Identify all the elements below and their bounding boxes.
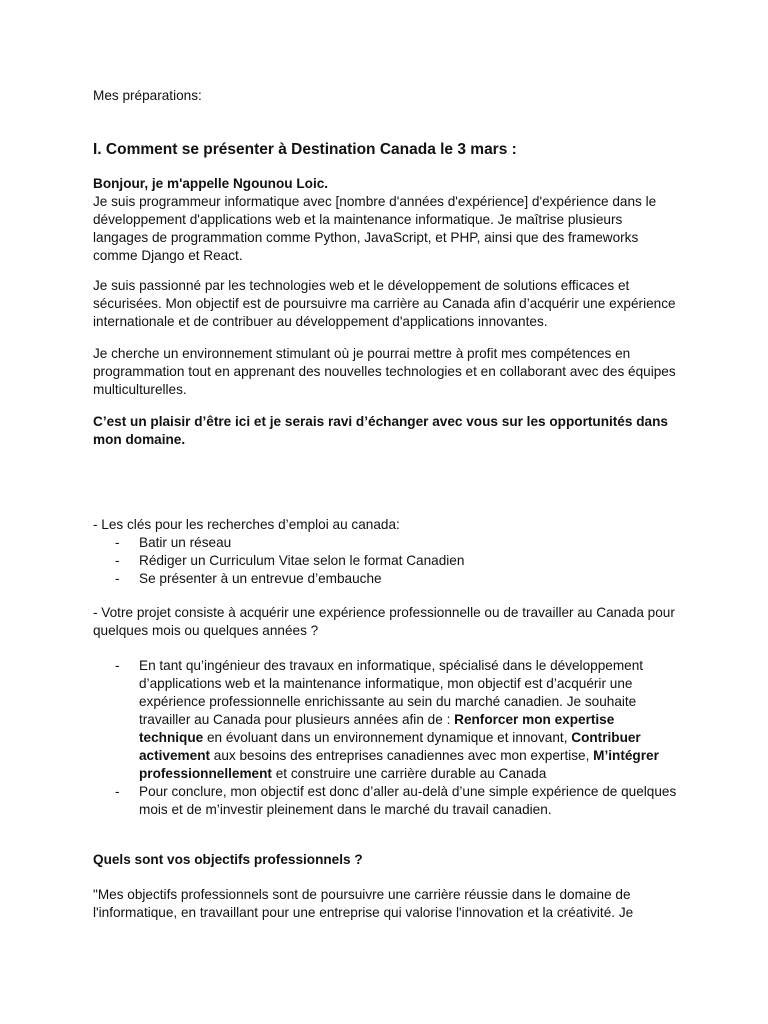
list-item-text: aux besoins des entreprises canadiennes avec mon expertise, [210,748,594,763]
bold-phrase: Renforcer mon expertise technique [139,712,615,745]
keys-list [93,534,679,588]
list-item-text: Se présenter à un entrevue d’embauche [139,571,382,586]
objectives-answer: "Mes objectifs professionnels sont de poursuivre une carrière réussie dans le domaine de l'informatique, en travaillant pour une entreprise qui valorise l'innovation et la créativité. Je [93,887,634,920]
list-item-text: et construire une carrière durable au Canada [271,766,547,781]
bold-phrase: Contribuer activement [139,730,641,763]
list-item-text: en évoluant dans un environnement dynamique et innovant, [203,730,572,745]
list-item-text: Batir un réseau [139,535,232,550]
list-item [93,570,679,588]
list-item [93,534,679,552]
bold-phrase: M’intégrer professionnellement [139,748,659,781]
section-title: I. Comment se présenter à Destination Canada le 3 mars : [93,141,517,158]
list-dash: - [115,784,120,799]
list-item [93,657,679,783]
list-item-text: En tant qu’ingénieur des travaux en informatique, spécialisé dans le développement d’applications web et la maintenance informatique, mon objectif est d’acquérir une expérience professionnelle enrichissante au sein du marché canadien. Je souhaite travailler au Canada pour plusieurs années afin de : [139,658,644,727]
greeting-text: Bonjour, je m'appelle Ngounou Loic. [93,176,329,191]
passion-paragraph: Je suis passionné par les technologies web et le développement de solutions efficaces et sécurisées. Mon objectif est de poursuivre ma carrière au Canada afin d’acquérir une expérience internationale et de contribuer au développement d'applications innovantes. [93,278,676,329]
list-dash: - [115,553,120,568]
closing-paragraph: C’est un plaisir d’être ici et je serais ravi d’échanger avec vous sur les opportunités dans mon domaine. [93,414,668,447]
project-list [93,657,679,819]
list-dash: - [115,571,120,586]
list-item-text: Rédiger un Curriculum Vitae selon le format Canadien [139,553,465,568]
list-item [93,783,679,819]
list-dash: - [115,658,120,673]
prep-heading: Mes préparations: [93,88,202,103]
intro-paragraph [93,175,679,265]
list-item-text: Pour conclure, mon objectif est donc d’aller au-delà d’une simple expérience de quelques mois et de m’investir pleinement dans le marché du travail canadien. [139,784,677,817]
keys-intro: - Les clés pour les recherches d’emploi au canada: [93,517,400,532]
list-item [93,552,679,570]
intro-text: Je suis programmeur informatique avec [nombre d'années d'expérience] d'expérience dans le développement d'applications web et la maintenance informatique. Je maîtrise plusieurs langages de programmation comme Python, JavaScript, et PHP, ainsi que des frameworks comme Django et React. [93,194,657,263]
list-dash: - [115,535,120,550]
project-question: - Votre projet consiste à acquérir une expérience professionnelle ou de travailler au Canada pour quelques mois ou quelques années ? [93,605,675,638]
environment-paragraph: Je cherche un environnement stimulant où je pourrai mettre à profit mes compétences en programmation tout en apprenant des nouvelles technologies et en collaborant avec des équipes multiculturelles. [93,346,676,397]
objectives-question: Quels sont vos objectifs professionnels ? [93,852,363,867]
